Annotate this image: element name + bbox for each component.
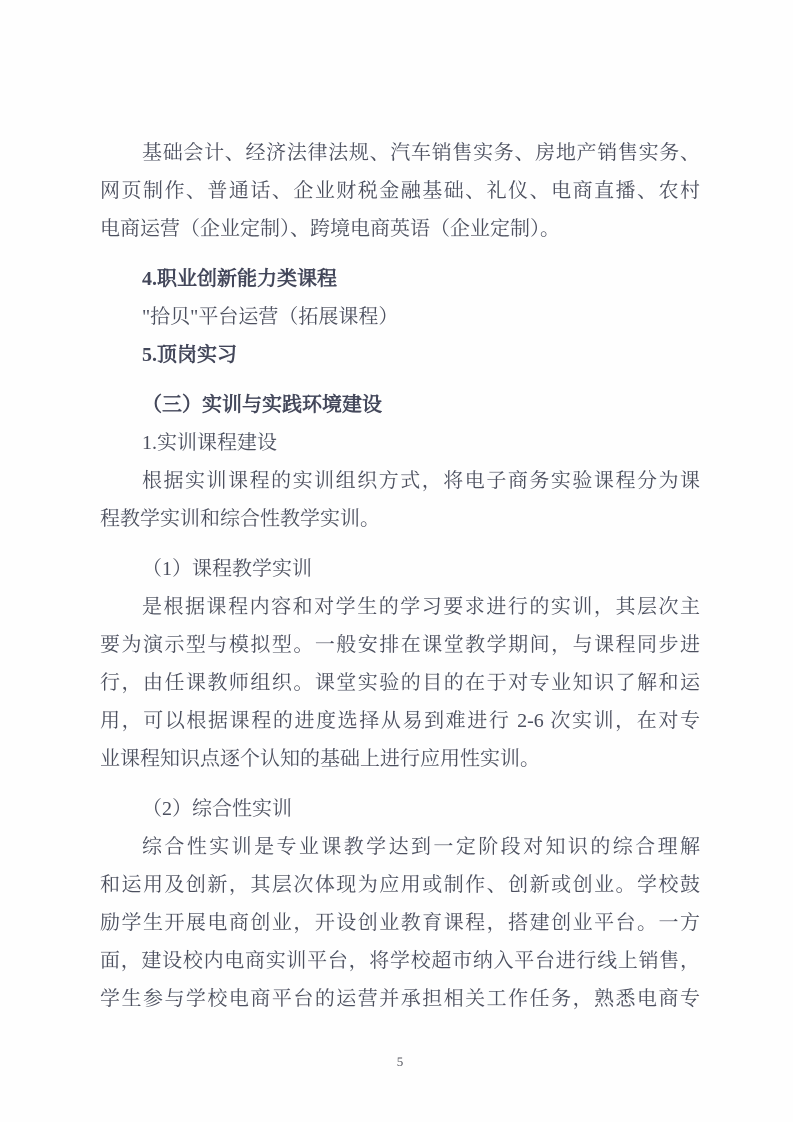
- text-line: 综合性实训是专业课教学达到一定阶段对知识的综合理解: [142, 836, 700, 858]
- text-line: （1）课程教学实训: [142, 558, 312, 580]
- text-line: 学生参与学校电商平台的运营并承担相关工作任务，熟悉电商专: [100, 988, 700, 1010]
- heading-section-3-training-environment: [100, 386, 700, 424]
- text-line: 基础会计、经济法律法规、汽车销售实务、房地产销售实务、: [142, 142, 700, 164]
- text-line: 根据实训课程的实训组织方式，将电子商务实验课程分为课: [142, 470, 700, 492]
- para-quality-courses-list: [100, 134, 700, 248]
- para-course-teaching-training: [100, 588, 700, 778]
- text-line: 面，建设校内电商实训平台，将学校超市纳入平台进行线上销售，: [100, 950, 700, 972]
- text-line: 5.顶岗实习: [142, 344, 237, 366]
- text-line: （三）实训与实践环境建设: [142, 394, 382, 416]
- heading-1-1-course-teaching-training: [100, 550, 700, 588]
- text-line: 电商运营（企业定制）、跨境电商英语（企业定制）。: [100, 218, 560, 240]
- text-line: 业课程知识点逐个认知的基础上进行应用性实训。: [100, 748, 540, 770]
- text-line: "拾贝"平台运营（拓展课程）: [142, 306, 399, 328]
- text-line: 1.实训课程建设: [142, 432, 277, 454]
- text-line: 和运用及创新，其层次体现为应用或制作、创新或创业。学校鼓: [100, 874, 700, 896]
- heading-4-innovation-courses: [100, 260, 700, 298]
- text-line: 网页制作、普通话、企业财税金融基础、礼仪、电商直播、农村: [100, 180, 700, 202]
- text-line: 励学生开展电商创业，开设创业教育课程，搭建创业平台。一方: [100, 912, 700, 934]
- text-line: 用，可以根据课程的进度选择从易到难进行 2-6 次实训，在对专: [100, 710, 700, 732]
- text-line: 行，由任课教师组织。课堂实验的目的在于对专业知识了解和运: [100, 672, 700, 694]
- text-line: 4.职业创新能力类课程: [142, 268, 337, 290]
- text-line: 要为演示型与模拟型。一般安排在课堂教学期间，与课程同步进: [100, 634, 700, 656]
- para-training-organization: [100, 462, 700, 538]
- para-shibei-platform: [100, 298, 700, 336]
- para-comprehensive-training: [100, 828, 700, 1018]
- text-line: （2）综合性实训: [142, 798, 292, 820]
- text-line: 是根据课程内容和对学生的学习要求进行的实训，其层次主: [142, 596, 700, 618]
- text-line: 程教学实训和综合性教学实训。: [100, 508, 380, 530]
- page-number: 5: [396, 1054, 404, 1069]
- heading-1-training-course-construction: [100, 424, 700, 462]
- heading-1-2-comprehensive-training: [100, 790, 700, 828]
- heading-5-internship: [100, 336, 700, 374]
- document-body: [100, 134, 700, 1018]
